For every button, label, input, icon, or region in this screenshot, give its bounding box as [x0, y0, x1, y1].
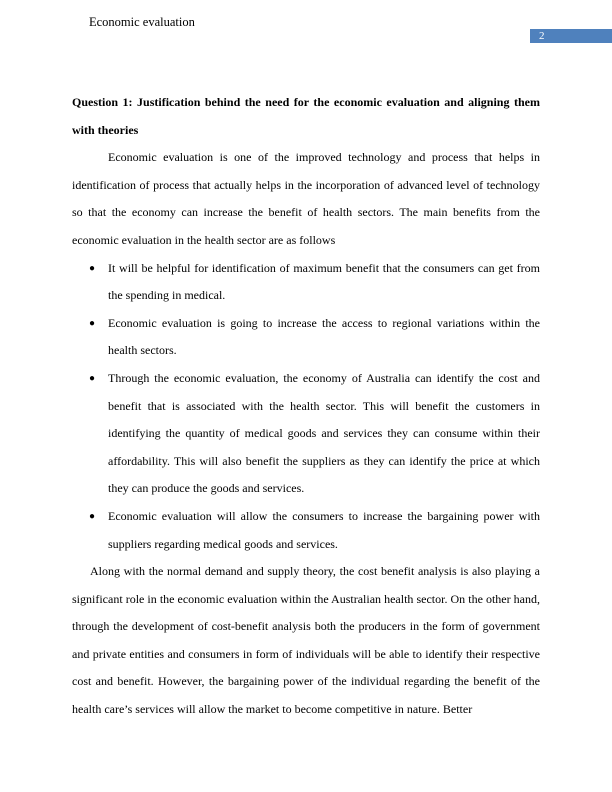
document-body	[72, 89, 540, 724]
bullet-icon: ●	[89, 372, 96, 384]
list-item	[72, 310, 540, 365]
list-item-text: Economic evaluation is going to increase the access to regional variations within the health sectors.	[108, 315, 540, 358]
bullet-icon: ●	[89, 510, 96, 522]
page-number-badge: 2	[530, 29, 612, 43]
closing-paragraph: Along with the normal demand and supply theory, the cost benefit analysis is also playing a significant role in the economic evaluation within the Australian health sector. On the other hand, through the development of cost-benefit analysis both the producers in the form of government and private entities and consumers in form of individuals will be able to identify their respective cost and benefit. However, the bargaining power of the individual regarding the benefit of the health care’s services will allow the market to become competitive in nature. Better	[72, 564, 540, 717]
list-item	[72, 255, 540, 310]
list-item-text: Through the economic evaluation, the economy of Australia can identify the cost and benefit that is associated with the health sector. This will benefit the customers in identifying the quantity of medical goods and services they can consume within their affordability. This will also benefit the suppliers as they can identify the price at which they can produce the goods and services.	[108, 370, 540, 496]
running-header-title: Economic evaluation	[89, 15, 195, 29]
list-item-text: Economic evaluation will allow the consumers to increase the bargaining power with suppliers regarding medical goods and services.	[108, 508, 540, 551]
list-item	[72, 365, 540, 503]
bullet-icon: ●	[89, 317, 96, 329]
list-item-text: It will be helpful for identification of maximum benefit that the consumers can get from the spending in medical.	[108, 260, 540, 303]
bullet-icon: ●	[89, 262, 96, 274]
intro-paragraph: Economic evaluation is one of the improved technology and process that helps in identification of process that actually helps in the incorporation of advanced level of technology so that the economy can increase the benefit of health sectors. The main benefits from the economic evaluation in the health sector are as follows	[72, 150, 540, 247]
list-item	[72, 503, 540, 558]
benefits-list	[72, 255, 540, 559]
question-heading: Question 1: Justification behind the need for the economic evaluation and aligning them with theories	[72, 95, 540, 137]
